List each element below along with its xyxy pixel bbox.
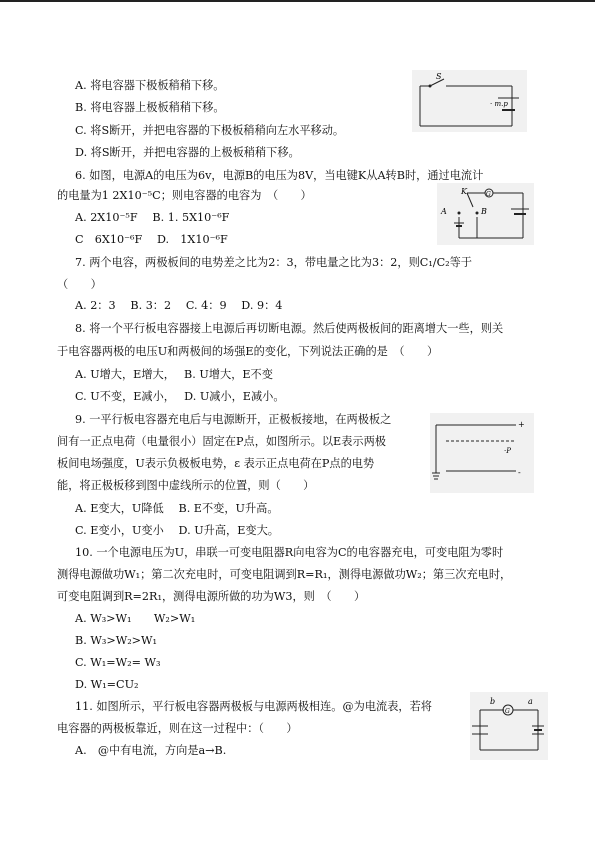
q10-option-b: B. W₃>W₂>W₁: [75, 634, 158, 647]
fig6-k-label: K: [461, 187, 467, 196]
q6-circuit-figure: [437, 183, 534, 245]
q5-option-b: B. 将电容器上极板稍稍下移。: [75, 101, 225, 114]
q6-stem-line1: 6. 如图，电源A的电压为6v，电源B的电压为8V，当电键K从A转B时，通过电流计: [75, 169, 484, 182]
fig9-plus-label: +: [518, 420, 525, 429]
q6-stem-line2: 的电量为1 2X10⁻⁵C；则电容器的电容为 （ ）: [57, 189, 312, 202]
q6-options-ab: A. 2X10⁻⁵F B. 1. 5X10⁻⁶F: [75, 211, 230, 224]
q8-options-ab: A. U增大，E增大， B. U增大，E不变: [75, 368, 273, 381]
q8-options-cd: C. U不变，E减小， D. U减小，E减小。: [75, 390, 285, 403]
fig11-a-label: a: [528, 697, 533, 706]
q11-stem-line2: 电容器的两极板靠近，则在这一过程中：（ ）: [57, 722, 298, 735]
q9-stem-line2: 间有一正点电荷（电量很小）固定在P点，如图所示。以E表示两极: [57, 435, 386, 448]
q9-options-ab: A. E变大，U降低 B. E不变，U升高。: [75, 502, 279, 515]
q11-option-a: A. @中有电流，方向是a→B.: [75, 744, 227, 757]
page-top-rule: [0, 0, 595, 2]
q11-stem-line1: 11. 如图所示，平行板电容器两极板与电源两极相连。@为电流表，若将: [75, 700, 432, 713]
q5-option-c: C. 将S断开，并把电容器的下极板稍稍向左水平移动。: [75, 124, 345, 137]
q5-circuit-figure: [412, 70, 527, 132]
q9-stem-line1: 9. 一平行板电容器充电后与电源断开，正极板接地，在两极板之: [75, 413, 392, 426]
q9-stem-line3: 板间电场强度，U表示负极板电势，ε 表示正点电荷在P点的电势: [57, 457, 375, 470]
q7-stem-line1: 7. 两个电容，两极板间的电势差之比为2：3，带电量之比为3：2，则C₁/C₂等于: [75, 256, 472, 269]
q10-stem-line1: 10. 一个电源电压为U，串联一可变电阻器R向电容为C的电容器充电，可变电阻为零时: [75, 546, 504, 559]
q6-options-cd: C 6X10⁻⁶F D. 1X10⁻⁶F: [75, 233, 228, 246]
q9-capacitor-figure: [430, 413, 534, 493]
fig9-minus-label: -: [518, 468, 521, 477]
fig6-a-label: A: [441, 207, 447, 216]
fig11-b-label: b: [490, 697, 496, 706]
fig9-p-label: ·P: [504, 447, 511, 455]
fig5-point-label: · m.p: [490, 100, 508, 108]
q7-options: A. 2：3 B. 3：2 C. 4：9 D. 9：4: [75, 299, 283, 312]
q5-option-a: A. 将电容器下极板稍稍下移。: [75, 79, 225, 92]
q11-circuit-figure: [470, 692, 548, 760]
q10-stem-line3: 可变电阻调到R=2R₁，测得电源所做的功为W3，则 （ ）: [57, 590, 366, 603]
q9-stem-line4: 能，将正极板移到图中虚线所示的位置，则（ ）: [57, 479, 315, 492]
q10-option-c: C. W₁=W₂= W₃: [75, 656, 161, 669]
q8-stem-line1: 8. 将一个平行板电容器接上电源后再切断电源。然后使两极板间的距离增大一些，则关: [75, 322, 504, 335]
fig6-meter-label: G: [486, 191, 491, 198]
q5-option-d: D. 将S断开，并把电容器的上极板稍稍下移。: [75, 146, 300, 159]
q10-option-a: A. W₃>W₁ W₂>W₁: [75, 612, 196, 625]
fig6-b-label: B: [481, 207, 487, 216]
q8-stem-line2: 于电容器两极的电压U和两极间的场强E的变化，下列说法正确的是 （ ）: [57, 345, 439, 358]
q10-option-d: D. W₁=CU₂: [75, 678, 139, 691]
fig11-meter-label: G: [505, 708, 510, 715]
q7-stem-line2: （ ）: [57, 278, 102, 291]
fig5-switch-label: S: [436, 72, 442, 81]
q10-stem-line2: 测得电源做功W₁；第二次充电时，可变电阻调到R=R₁，测得电源做功W₂；第三次充电时，: [57, 568, 512, 581]
q9-options-cd: C. E变小，U变小 D. U升高，E变大。: [75, 524, 279, 537]
